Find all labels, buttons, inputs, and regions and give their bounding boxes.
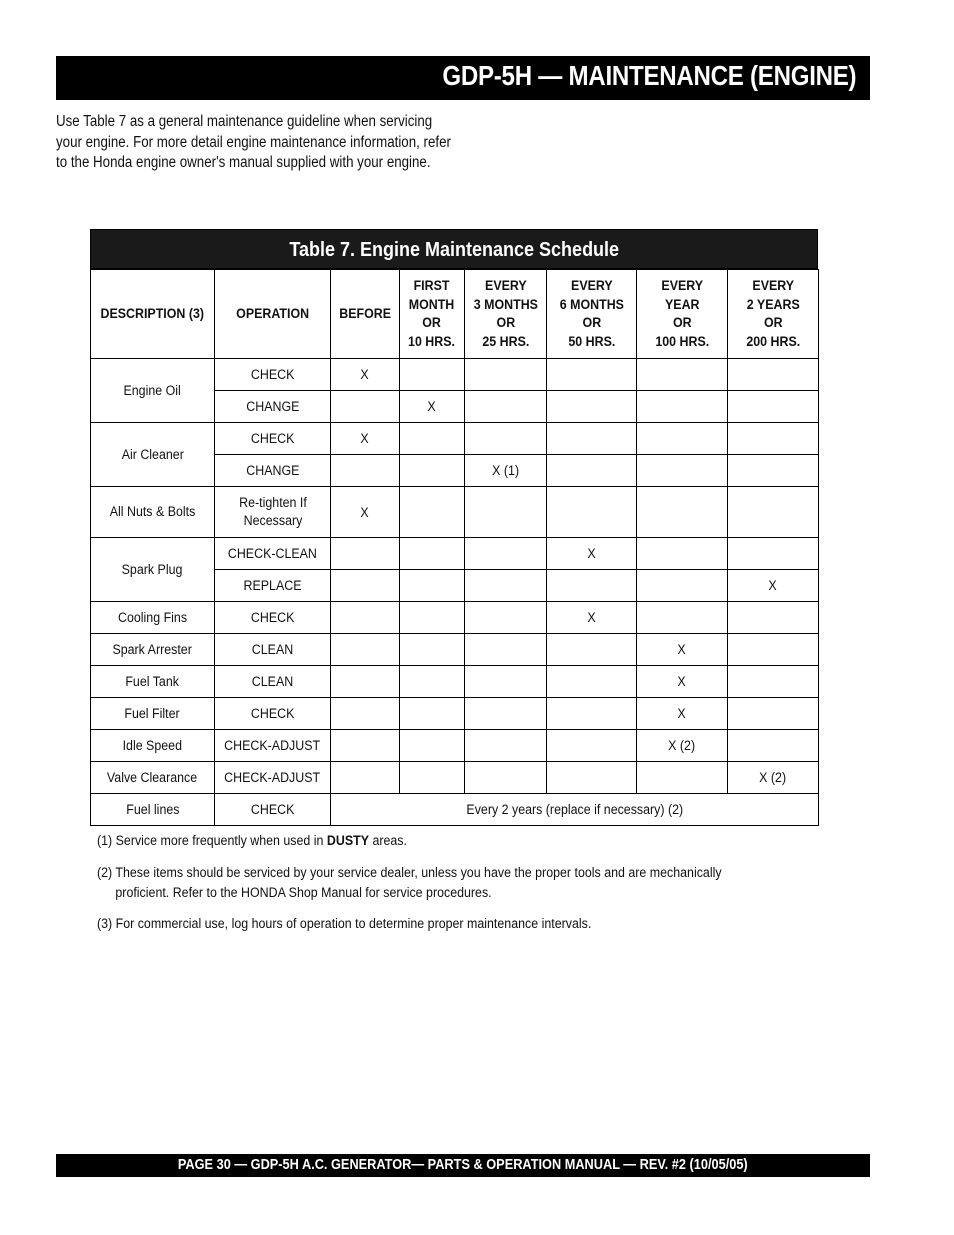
footnote-1: (1) Service more frequently when used in DUSTY areas.	[97, 833, 407, 848]
row-operation: CHECK-CLEAN	[215, 538, 331, 570]
cell-every-year	[637, 391, 728, 423]
cell-before	[331, 538, 400, 570]
row-operation: CHECK	[215, 698, 331, 730]
cell-every-year	[637, 487, 728, 538]
cell-every-6-months	[547, 423, 637, 455]
cell-every-year: X	[637, 698, 728, 730]
row-span-note: Every 2 years (replace if necessary) (2)	[331, 794, 819, 826]
cell-every-6-months	[547, 570, 637, 602]
cell-every-2-years	[728, 602, 819, 634]
row-description: Fuel Filter	[91, 698, 215, 730]
cell-every-6-months	[547, 455, 637, 487]
row-operation: CHECK	[215, 359, 331, 391]
cell-every-year: X	[637, 666, 728, 698]
schedule-table	[90, 269, 819, 826]
row-operation: REPLACE	[215, 570, 331, 602]
table-header-row	[91, 270, 819, 359]
row-description: Spark Arrester	[91, 634, 215, 666]
cell-every-3-months	[465, 487, 547, 538]
cell-every-6-months	[547, 359, 637, 391]
table-row	[91, 666, 819, 698]
cell-every-3-months	[465, 423, 547, 455]
cell-every-3-months	[465, 634, 547, 666]
cell-every-year	[637, 538, 728, 570]
cell-before: X	[331, 423, 400, 455]
cell-before	[331, 730, 400, 762]
row-description: Fuel lines	[91, 794, 215, 826]
cell-before	[331, 698, 400, 730]
cell-every-year: X (2)	[637, 730, 728, 762]
row-description: Air Cleaner	[91, 423, 215, 487]
cell-every-3-months	[465, 762, 547, 794]
cell-first-month	[400, 602, 465, 634]
header-every-6-months: EVERY 6 MONTHS OR 50 HRS.	[547, 270, 637, 359]
cell-every-2-years	[728, 634, 819, 666]
cell-every-year	[637, 423, 728, 455]
row-description: Idle Speed	[91, 730, 215, 762]
cell-first-month	[400, 487, 465, 538]
cell-every-6-months	[547, 666, 637, 698]
cell-every-6-months: X	[547, 538, 637, 570]
header-every-year: EVERY YEAR OR 100 HRS.	[637, 270, 728, 359]
cell-first-month	[400, 570, 465, 602]
cell-every-3-months	[465, 602, 547, 634]
cell-before	[331, 391, 400, 423]
cell-every-2-years	[728, 666, 819, 698]
cell-every-6-months	[547, 730, 637, 762]
cell-before	[331, 762, 400, 794]
cell-every-3-months	[465, 698, 547, 730]
cell-every-year	[637, 359, 728, 391]
cell-every-3-months	[465, 538, 547, 570]
cell-every-2-years	[728, 538, 819, 570]
row-operation: CLEAN	[215, 666, 331, 698]
footer-text: PAGE 30 — GDP-5H A.C. GENERATOR— PARTS & OPERATION MANUAL — REV. #2 (10/05/05)	[178, 1157, 748, 1173]
cell-first-month	[400, 359, 465, 391]
row-operation: CHECK-ADJUST	[215, 762, 331, 794]
page-title-bar	[56, 56, 870, 100]
cell-every-2-years	[728, 487, 819, 538]
cell-every-year	[637, 455, 728, 487]
header-operation: OPERATION	[215, 270, 331, 359]
cell-before	[331, 455, 400, 487]
footnote-3: (3) For commercial use, log hours of operation to determine proper maintenance intervals.	[97, 916, 592, 931]
footnote-2: (2) These items should be serviced by your service dealer, unless you have the proper tools and are mechanically proficient. Refer to the HONDA Shop Manual for service procedures.	[97, 865, 722, 900]
row-description: Valve Clearance	[91, 762, 215, 794]
table-row	[91, 602, 819, 634]
table-row	[91, 634, 819, 666]
page-title: GDP-5H — MAINTENANCE (ENGINE)	[442, 60, 856, 91]
row-operation: CHECK-ADJUST	[215, 730, 331, 762]
cell-every-3-months	[465, 359, 547, 391]
row-operation: CHECK	[215, 602, 331, 634]
cell-every-2-years	[728, 423, 819, 455]
cell-every-2-years	[728, 455, 819, 487]
cell-first-month	[400, 455, 465, 487]
maintenance-table	[90, 229, 818, 826]
row-operation: CHECK	[215, 794, 331, 826]
table-row	[91, 423, 819, 455]
cell-every-3-months	[465, 730, 547, 762]
cell-every-year	[637, 602, 728, 634]
cell-first-month	[400, 730, 465, 762]
cell-every-6-months	[547, 762, 637, 794]
cell-every-year: X	[637, 634, 728, 666]
cell-every-2-years: X	[728, 570, 819, 602]
cell-before	[331, 634, 400, 666]
cell-every-3-months	[465, 570, 547, 602]
cell-every-6-months	[547, 391, 637, 423]
cell-before: X	[331, 487, 400, 538]
intro-paragraph: Use Table 7 as a general maintenance guideline when servicing your engine. For more detail engine maintenance information, refer to the Honda engine owner's manual supplied with your engine.	[56, 113, 451, 171]
table-row	[91, 487, 819, 538]
cell-first-month	[400, 538, 465, 570]
row-operation: Re-tighten If Necessary	[215, 487, 331, 538]
cell-every-3-months	[465, 666, 547, 698]
row-description: Spark Plug	[91, 538, 215, 602]
table-row	[91, 730, 819, 762]
cell-every-2-years: X (2)	[728, 762, 819, 794]
cell-before: X	[331, 359, 400, 391]
row-description: Cooling Fins	[91, 602, 215, 634]
cell-first-month: X	[400, 391, 465, 423]
cell-every-year	[637, 570, 728, 602]
cell-before	[331, 570, 400, 602]
cell-every-3-months	[465, 391, 547, 423]
header-every-2-years: EVERY 2 YEARS OR 200 HRS.	[728, 270, 819, 359]
cell-every-2-years	[728, 391, 819, 423]
cell-first-month	[400, 762, 465, 794]
row-operation: CLEAN	[215, 634, 331, 666]
cell-every-6-months	[547, 698, 637, 730]
cell-every-6-months	[547, 634, 637, 666]
cell-first-month	[400, 666, 465, 698]
table-row	[91, 538, 819, 570]
row-operation: CHECK	[215, 423, 331, 455]
header-description: DESCRIPTION (3)	[91, 270, 215, 359]
cell-every-3-months: X (1)	[465, 455, 547, 487]
row-description: All Nuts & Bolts	[91, 487, 215, 538]
cell-first-month	[400, 634, 465, 666]
cell-first-month	[400, 423, 465, 455]
cell-every-2-years	[728, 730, 819, 762]
cell-before	[331, 602, 400, 634]
cell-every-6-months: X	[547, 602, 637, 634]
table-body	[91, 359, 819, 826]
cell-every-6-months	[547, 487, 637, 538]
table-title	[90, 229, 818, 269]
row-operation: CHANGE	[215, 391, 331, 423]
header-first-month: FIRST MONTH OR 10 HRS.	[400, 270, 465, 359]
table-row-fuel-lines	[91, 794, 819, 826]
table-row	[91, 762, 819, 794]
row-description: Fuel Tank	[91, 666, 215, 698]
cell-every-year	[637, 762, 728, 794]
cell-before	[331, 666, 400, 698]
header-before: BEFORE	[331, 270, 400, 359]
cell-every-2-years	[728, 698, 819, 730]
cell-every-2-years	[728, 359, 819, 391]
footer-bar	[56, 1154, 870, 1177]
table-row	[91, 359, 819, 391]
row-description: Engine Oil	[91, 359, 215, 423]
table-title-text: Table 7. Engine Maintenance Schedule	[289, 239, 619, 261]
header-every-3-months: EVERY 3 MONTHS OR 25 HRS.	[465, 270, 547, 359]
table-row	[91, 698, 819, 730]
cell-first-month	[400, 698, 465, 730]
row-operation: CHANGE	[215, 455, 331, 487]
